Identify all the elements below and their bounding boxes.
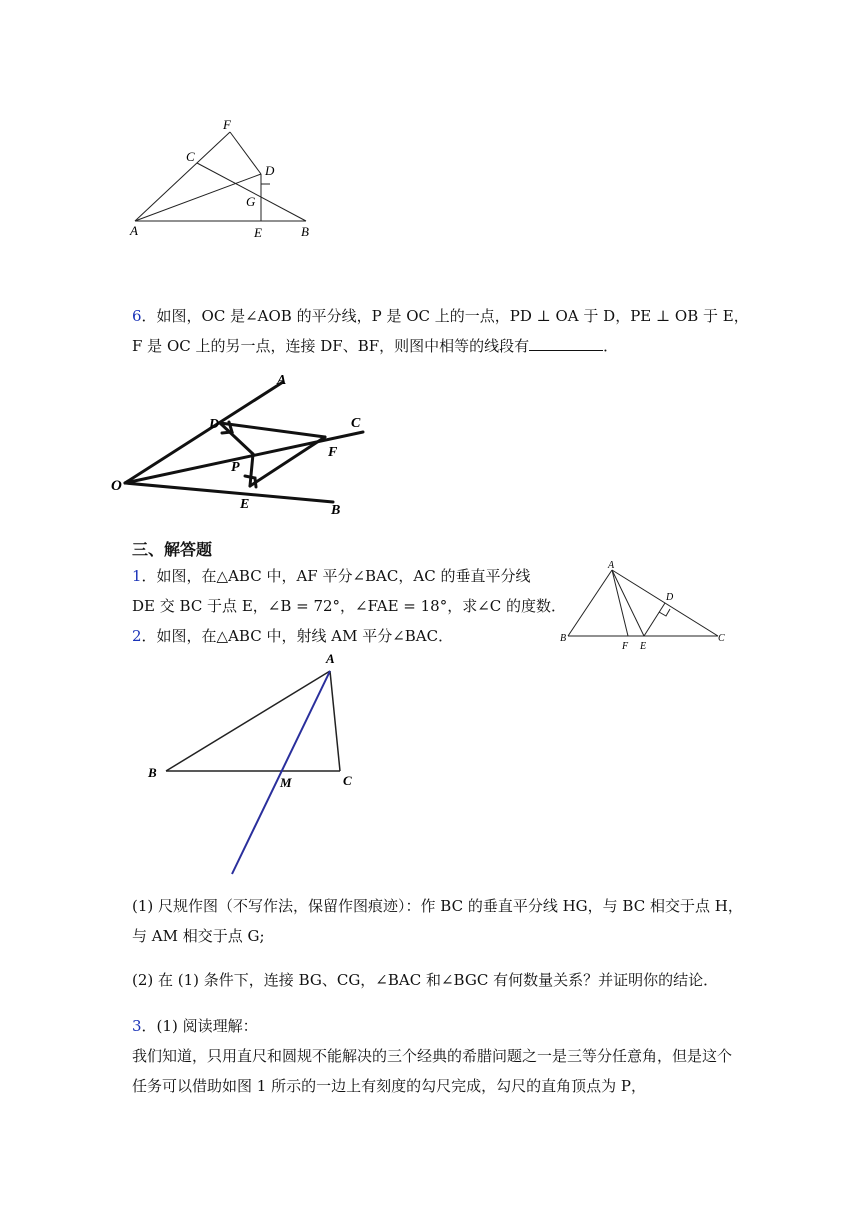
q6-line2 bbox=[132, 336, 618, 356]
label-M: M bbox=[280, 775, 292, 790]
label-A: A bbox=[326, 651, 335, 666]
label-C: C bbox=[718, 633, 725, 644]
q6-text-line2: F 是 OC 上的另一点，连接 DF、BF，则图中相等的线段有 bbox=[132, 337, 530, 355]
figure-p1 bbox=[556, 558, 736, 654]
p2-sub1-line1: (1) 尺规作图（不写作法，保留作图痕迹）：作 BC 的垂直平分线 HG，与 BC 相交于点 H， bbox=[132, 897, 743, 915]
p2-text-line1: ．如图，在△ABC 中，射线 AM 平分∠BAC． bbox=[141, 627, 454, 645]
label-A: A bbox=[277, 373, 287, 388]
label-E: E bbox=[640, 641, 647, 652]
figure-top bbox=[120, 110, 340, 250]
label-A: A bbox=[130, 223, 138, 238]
p1-text-line2: DE 交 BC 于点 E，∠B = 72°，∠FAE = 18°，求∠C 的度数． bbox=[132, 597, 567, 615]
answer-blank[interactable] bbox=[529, 336, 603, 351]
p3-line3: 任务可以借助如图 1 所示的一边上有刻度的勾尺完成，勾尺的直角顶点为 P， bbox=[132, 1077, 646, 1095]
p2-line1 bbox=[132, 626, 453, 646]
label-P: P bbox=[231, 460, 240, 475]
label-B: B bbox=[331, 503, 341, 518]
figure-p2 bbox=[140, 650, 370, 876]
label-D: D bbox=[265, 163, 275, 178]
label-E: E bbox=[240, 497, 250, 512]
p1-text-line1: ．如图，在△ABC 中，AF 平分∠BAC，AC 的垂直平分线 bbox=[141, 567, 531, 585]
figure-q6 bbox=[105, 370, 385, 520]
p3-line2: 我们知道，只用直尺和圆规不能解决的三个经典的希腊问题之一是三等分任意角，但是这个 bbox=[132, 1047, 733, 1065]
label-B: B bbox=[148, 765, 157, 780]
p1-line1 bbox=[132, 566, 530, 586]
label-O: O bbox=[111, 478, 122, 494]
p1-number: 1 bbox=[132, 567, 142, 585]
label-C: C bbox=[343, 773, 352, 788]
p3-text-line1: ．(1) 阅读理解： bbox=[141, 1017, 258, 1035]
q6-number: 6 bbox=[132, 307, 142, 325]
section-heading: 三、解答题 bbox=[132, 540, 213, 559]
label-B: B bbox=[560, 633, 567, 644]
label-F: F bbox=[328, 445, 338, 460]
q6-line1 bbox=[132, 306, 749, 326]
p2-number: 2 bbox=[132, 627, 142, 645]
label-D: D bbox=[209, 417, 220, 432]
p3-line1 bbox=[132, 1016, 258, 1036]
q6-text-line1: ．如图，OC 是∠AOB 的平分线，P 是 OC 上的一点，PD ⊥ OA 于 D，PE ⊥ OB 于 E， bbox=[141, 307, 749, 325]
q6-text-end: ． bbox=[603, 337, 619, 355]
label-C: C bbox=[351, 416, 361, 431]
label-B: B bbox=[301, 224, 309, 239]
label-F: F bbox=[622, 641, 629, 652]
p2-sub1-line2: 与 AM 相交于点 G; bbox=[132, 927, 265, 945]
label-A: A bbox=[608, 560, 615, 571]
p2-sub2: (2) 在 (1) 条件下，连接 BG、CG，∠BAC 和∠BGC 有何数量关系？并证明你的结论． bbox=[132, 971, 719, 989]
label-C: C bbox=[186, 149, 195, 164]
label-E: E bbox=[254, 225, 262, 240]
p3-number: 3 bbox=[132, 1017, 142, 1035]
p1-line2 bbox=[132, 596, 566, 616]
label-F: F bbox=[223, 117, 231, 132]
label-G: G bbox=[246, 194, 256, 209]
label-D: D bbox=[666, 592, 674, 603]
